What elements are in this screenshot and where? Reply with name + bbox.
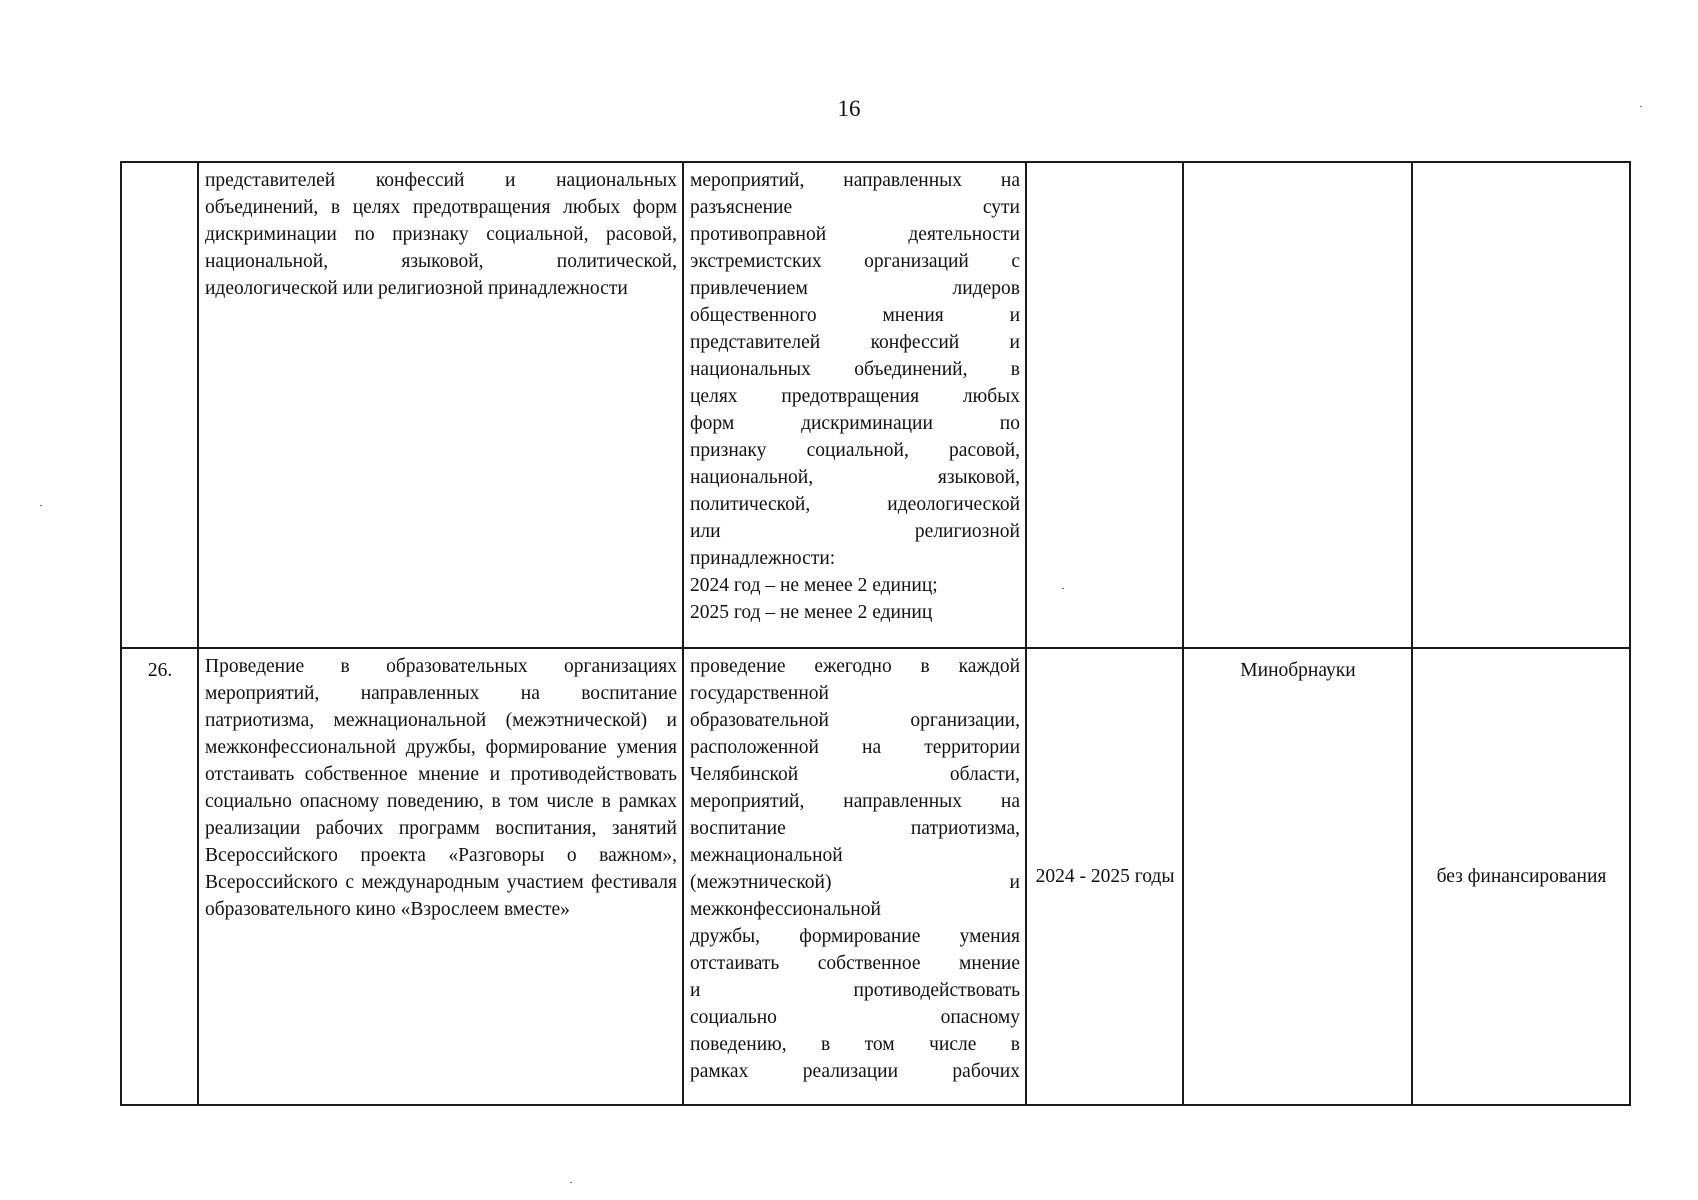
indicator-line: расположенной на территории <box>690 737 1020 758</box>
indicator-line: экстремистских организаций с <box>690 251 1020 272</box>
indicator-line: Челябинской области, <box>690 764 1020 785</box>
row-number-cell: 26. <box>121 648 198 1105</box>
indicator-line: форм дискриминации по <box>690 413 1020 434</box>
scan-speck <box>570 1182 572 1183</box>
period-cell <box>1026 162 1183 648</box>
period-cell: 2024 - 2025 годы <box>1026 648 1183 1105</box>
indicator-line: 2024 год – не менее 2 единиц; <box>690 575 938 596</box>
indicator-line: воспитание патриотизма, <box>690 818 1020 839</box>
indicator-line: целях предотвращения любых <box>690 386 1020 407</box>
indicator-line: 2025 год – не менее 2 единиц <box>690 602 933 623</box>
measures-table <box>120 161 1631 1106</box>
indicator-line: противоправной деятельности <box>690 224 1020 245</box>
page-number: 16 <box>837 96 861 121</box>
indicator-line: социально опасному <box>690 1007 1020 1028</box>
indicator-line: проведение ежегодно в каждой <box>690 656 1020 677</box>
scan-speck <box>1640 106 1642 107</box>
indicator-line: и противодействовать <box>690 980 1020 1001</box>
indicator-line: межнациональной <box>690 845 843 866</box>
indicator-cell <box>683 162 1026 648</box>
indicator-line: рамках реализации рабочих <box>690 1061 1020 1082</box>
indicator-line: межконфессиональной <box>690 899 881 920</box>
indicator-line: (межэтнической) и <box>690 872 1020 893</box>
indicator-line: или религиозной <box>690 521 1020 542</box>
indicator-line: разъяснение сути <box>690 197 1020 218</box>
row-number-cell <box>121 162 198 648</box>
scan-speck <box>1062 588 1064 589</box>
table-row <box>121 162 1630 648</box>
indicator-line: привлечением лидеров <box>690 278 1020 299</box>
indicator-line: мероприятий, направленных на <box>690 791 1020 812</box>
executor-cell: Минобрнауки <box>1183 648 1412 1105</box>
table-row <box>121 648 1630 1105</box>
indicator-line: политической, идеологической <box>690 494 1020 515</box>
indicator-line: поведению, в том числе в <box>690 1034 1020 1055</box>
indicator-line: представителей конфессий и <box>690 332 1020 353</box>
executor-cell <box>1183 162 1412 648</box>
indicator-line: национальной, языковой, <box>690 467 1020 488</box>
indicator-line: государственной <box>690 683 829 704</box>
event-description-cell: представителей конфессий и национальных объединений, в целях предотвращения любых форм дискриминации по признаку социальной, расовой, национальной, языковой, политической, идеологической или религиозной принадлежности <box>198 162 683 648</box>
indicator-line: принадлежности: <box>690 548 836 569</box>
indicator-cell <box>683 648 1026 1105</box>
scan-speck <box>40 505 42 506</box>
financing-cell <box>1412 162 1630 648</box>
indicator-line: дружбы, формирование умения <box>690 926 1020 947</box>
event-description-cell: Проведение в образовательных организациях мероприятий, направленных на воспитание патриотизма, межнациональной (межэтнической) и межконфессиональной дружбы, формирование умения отстаивать собственное мнение и противодействовать социально опасному поведению, в том числе в рамках реализации рабочих программ воспитания, занятий Всероссийского проекта «Разговоры о важном», Всероссийского с международным участием фестиваля образовательного кино «Взрослеем вместе» <box>198 648 683 1105</box>
indicator-line: мероприятий, направленных на <box>690 170 1020 191</box>
indicator-line: признаку социальной, расовой, <box>690 440 1020 461</box>
indicator-line: отстаивать собственное мнение <box>690 953 1020 974</box>
indicator-line: национальных объединений, в <box>690 359 1020 380</box>
indicator-line: общественного мнения и <box>690 305 1020 326</box>
financing-cell: без финансирования <box>1412 648 1630 1105</box>
indicator-line: образовательной организации, <box>690 710 1020 731</box>
